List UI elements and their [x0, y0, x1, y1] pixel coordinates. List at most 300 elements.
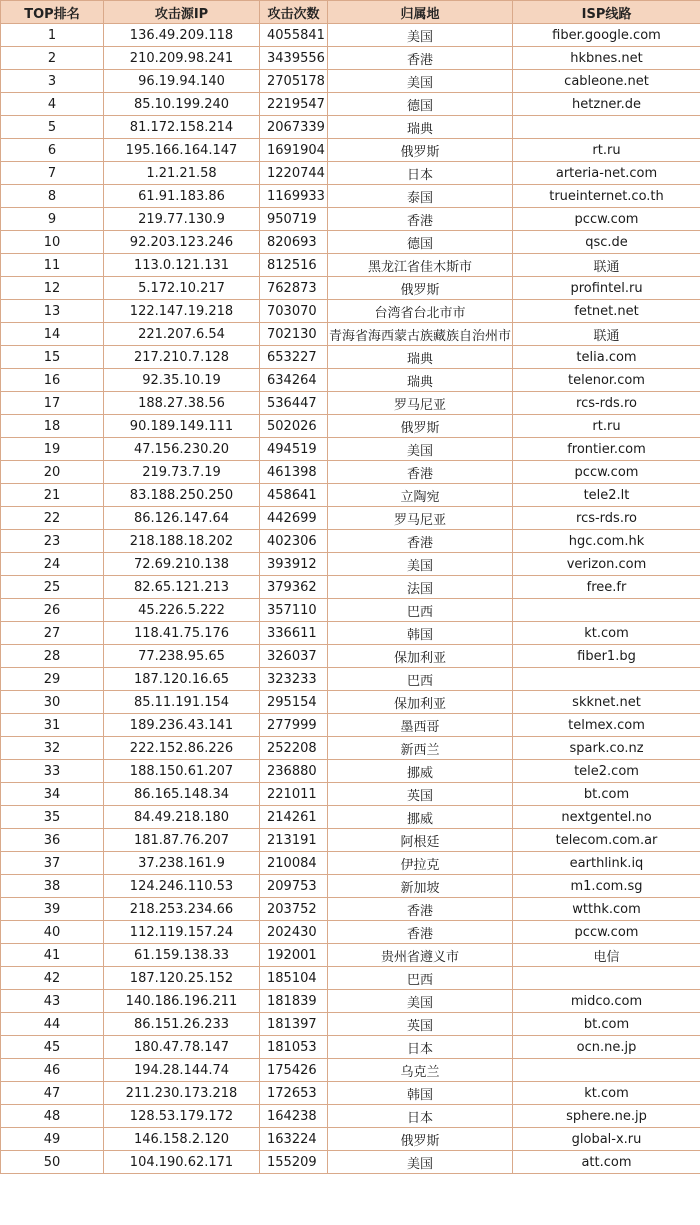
location-cell: 贵州省遵义市	[328, 944, 513, 967]
table-body	[1, 24, 700, 1174]
location-cell: 德国	[328, 93, 513, 116]
location-cell: 伊拉克	[328, 852, 513, 875]
isp-cell: hgc.com.hk	[513, 530, 700, 553]
isp-cell: bt.com	[513, 783, 700, 806]
rank-cell: 20	[1, 461, 104, 484]
rank-cell: 39	[1, 898, 104, 921]
rank-cell: 9	[1, 208, 104, 231]
table-row	[1, 415, 700, 438]
isp-cell	[513, 1059, 700, 1082]
table-row	[1, 668, 700, 691]
rank-cell: 12	[1, 277, 104, 300]
rank-cell: 11	[1, 254, 104, 277]
source-ip-cell: 72.69.210.138	[104, 553, 260, 576]
table-row	[1, 967, 700, 990]
isp-cell: global-x.ru	[513, 1128, 700, 1151]
source-ip-cell: 217.210.7.128	[104, 346, 260, 369]
rank-cell: 49	[1, 1128, 104, 1151]
attack-count-cell: 181397	[260, 1013, 328, 1036]
isp-cell: fetnet.net	[513, 300, 700, 323]
table-row	[1, 898, 700, 921]
location-cell: 新西兰	[328, 737, 513, 760]
header-location: 归属地	[328, 1, 513, 24]
source-ip-cell: 82.65.121.213	[104, 576, 260, 599]
attack-count-cell: 379362	[260, 576, 328, 599]
table-row	[1, 93, 700, 116]
isp-cell: rt.ru	[513, 415, 700, 438]
location-cell: 德国	[328, 231, 513, 254]
header-row	[1, 1, 700, 24]
isp-cell: tele2.lt	[513, 484, 700, 507]
table-row	[1, 852, 700, 875]
location-cell: 日本	[328, 1105, 513, 1128]
rank-cell: 31	[1, 714, 104, 737]
isp-cell	[513, 967, 700, 990]
table-row	[1, 323, 700, 346]
location-cell: 美国	[328, 553, 513, 576]
attack-count-cell: 442699	[260, 507, 328, 530]
location-cell: 英国	[328, 783, 513, 806]
table-row	[1, 530, 700, 553]
source-ip-cell: 86.126.147.64	[104, 507, 260, 530]
isp-cell	[513, 116, 700, 139]
isp-cell: ocn.ne.jp	[513, 1036, 700, 1059]
isp-cell: 联通	[513, 254, 700, 277]
rank-cell: 24	[1, 553, 104, 576]
table-row	[1, 254, 700, 277]
attack-count-cell: 703070	[260, 300, 328, 323]
attack-count-cell: 295154	[260, 691, 328, 714]
rank-cell: 18	[1, 415, 104, 438]
table-row	[1, 760, 700, 783]
rank-cell: 37	[1, 852, 104, 875]
isp-cell: earthlink.iq	[513, 852, 700, 875]
isp-cell: 联通	[513, 323, 700, 346]
attack-count-cell: 950719	[260, 208, 328, 231]
table-row	[1, 921, 700, 944]
source-ip-cell: 92.35.10.19	[104, 369, 260, 392]
attack-count-cell: 4055841	[260, 24, 328, 47]
location-cell: 瑞典	[328, 346, 513, 369]
location-cell: 俄罗斯	[328, 415, 513, 438]
source-ip-cell: 187.120.16.65	[104, 668, 260, 691]
table-row	[1, 1036, 700, 1059]
rank-cell: 43	[1, 990, 104, 1013]
source-ip-cell: 86.151.26.233	[104, 1013, 260, 1036]
isp-cell: wtthk.com	[513, 898, 700, 921]
location-cell: 美国	[328, 24, 513, 47]
table-row	[1, 162, 700, 185]
attack-count-cell: 155209	[260, 1151, 328, 1174]
isp-cell: m1.com.sg	[513, 875, 700, 898]
location-cell: 黑龙江省佳木斯市	[328, 254, 513, 277]
source-ip-cell: 180.47.78.147	[104, 1036, 260, 1059]
table-row	[1, 300, 700, 323]
source-ip-cell: 211.230.173.218	[104, 1082, 260, 1105]
table-row	[1, 139, 700, 162]
isp-cell: hetzner.de	[513, 93, 700, 116]
attack-count-cell: 202430	[260, 921, 328, 944]
table-row	[1, 277, 700, 300]
table-row	[1, 783, 700, 806]
location-cell: 巴西	[328, 668, 513, 691]
rank-cell: 19	[1, 438, 104, 461]
table-row	[1, 208, 700, 231]
isp-cell: pccw.com	[513, 461, 700, 484]
isp-cell: midco.com	[513, 990, 700, 1013]
location-cell: 墨西哥	[328, 714, 513, 737]
source-ip-cell: 96.19.94.140	[104, 70, 260, 93]
attack-count-cell: 164238	[260, 1105, 328, 1128]
location-cell: 乌克兰	[328, 1059, 513, 1082]
source-ip-cell: 85.10.199.240	[104, 93, 260, 116]
table-row	[1, 1105, 700, 1128]
source-ip-cell: 140.186.196.211	[104, 990, 260, 1013]
rank-cell: 34	[1, 783, 104, 806]
table-row	[1, 990, 700, 1013]
source-ip-cell: 222.152.86.226	[104, 737, 260, 760]
source-ip-cell: 112.119.157.24	[104, 921, 260, 944]
table-row	[1, 599, 700, 622]
location-cell: 法国	[328, 576, 513, 599]
table-row	[1, 622, 700, 645]
attack-count-cell: 3439556	[260, 47, 328, 70]
source-ip-cell: 118.41.75.176	[104, 622, 260, 645]
location-cell: 巴西	[328, 967, 513, 990]
isp-cell: frontier.com	[513, 438, 700, 461]
rank-cell: 30	[1, 691, 104, 714]
attack-count-cell: 221011	[260, 783, 328, 806]
source-ip-cell: 221.207.6.54	[104, 323, 260, 346]
location-cell: 美国	[328, 1151, 513, 1174]
source-ip-cell: 218.188.18.202	[104, 530, 260, 553]
location-cell: 保加利亚	[328, 645, 513, 668]
rank-cell: 32	[1, 737, 104, 760]
table-row	[1, 714, 700, 737]
isp-cell: 电信	[513, 944, 700, 967]
rank-cell: 2	[1, 47, 104, 70]
location-cell: 瑞典	[328, 369, 513, 392]
table-row	[1, 806, 700, 829]
table-row	[1, 875, 700, 898]
location-cell: 青海省海西蒙古族藏族自治州市	[328, 323, 513, 346]
table-row	[1, 484, 700, 507]
attack-count-cell: 1691904	[260, 139, 328, 162]
source-ip-cell: 92.203.123.246	[104, 231, 260, 254]
table-row	[1, 691, 700, 714]
rank-cell: 25	[1, 576, 104, 599]
attack-count-cell: 458641	[260, 484, 328, 507]
isp-cell: trueinternet.co.th	[513, 185, 700, 208]
source-ip-cell: 187.120.25.152	[104, 967, 260, 990]
table-row	[1, 24, 700, 47]
rank-cell: 35	[1, 806, 104, 829]
isp-cell: pccw.com	[513, 208, 700, 231]
table-row	[1, 116, 700, 139]
attack-count-cell: 210084	[260, 852, 328, 875]
rank-cell: 15	[1, 346, 104, 369]
isp-cell	[513, 668, 700, 691]
source-ip-cell: 124.246.110.53	[104, 875, 260, 898]
attack-count-cell: 762873	[260, 277, 328, 300]
source-ip-cell: 122.147.19.218	[104, 300, 260, 323]
attack-count-cell: 175426	[260, 1059, 328, 1082]
source-ip-cell: 61.91.183.86	[104, 185, 260, 208]
isp-cell: nextgentel.no	[513, 806, 700, 829]
table-row	[1, 944, 700, 967]
attack-count-cell: 2219547	[260, 93, 328, 116]
attack-count-cell: 393912	[260, 553, 328, 576]
source-ip-cell: 1.21.21.58	[104, 162, 260, 185]
rank-cell: 44	[1, 1013, 104, 1036]
source-ip-cell: 83.188.250.250	[104, 484, 260, 507]
isp-cell: telia.com	[513, 346, 700, 369]
rank-cell: 8	[1, 185, 104, 208]
location-cell: 香港	[328, 47, 513, 70]
isp-cell: sphere.ne.jp	[513, 1105, 700, 1128]
location-cell: 阿根廷	[328, 829, 513, 852]
table-row	[1, 507, 700, 530]
attack-count-cell: 536447	[260, 392, 328, 415]
header-source-ip: 攻击源IP	[104, 1, 260, 24]
location-cell: 罗马尼亚	[328, 507, 513, 530]
location-cell: 韩国	[328, 1082, 513, 1105]
location-cell: 挪威	[328, 806, 513, 829]
table-row	[1, 829, 700, 852]
rank-cell: 1	[1, 24, 104, 47]
rank-cell: 36	[1, 829, 104, 852]
attack-count-cell: 252208	[260, 737, 328, 760]
rank-cell: 50	[1, 1151, 104, 1174]
attack-count-cell: 277999	[260, 714, 328, 737]
source-ip-cell: 81.172.158.214	[104, 116, 260, 139]
rank-cell: 10	[1, 231, 104, 254]
location-cell: 日本	[328, 1036, 513, 1059]
rank-cell: 16	[1, 369, 104, 392]
rank-cell: 45	[1, 1036, 104, 1059]
source-ip-cell: 90.189.149.111	[104, 415, 260, 438]
rank-cell: 29	[1, 668, 104, 691]
source-ip-cell: 219.73.7.19	[104, 461, 260, 484]
source-ip-cell: 136.49.209.118	[104, 24, 260, 47]
location-cell: 俄罗斯	[328, 277, 513, 300]
rank-cell: 14	[1, 323, 104, 346]
source-ip-cell: 181.87.76.207	[104, 829, 260, 852]
attack-count-cell: 461398	[260, 461, 328, 484]
rank-cell: 21	[1, 484, 104, 507]
source-ip-cell: 5.172.10.217	[104, 277, 260, 300]
attack-count-cell: 323233	[260, 668, 328, 691]
table-row	[1, 645, 700, 668]
location-cell: 俄罗斯	[328, 139, 513, 162]
source-ip-cell: 77.238.95.65	[104, 645, 260, 668]
isp-cell: skknet.net	[513, 691, 700, 714]
table-row	[1, 553, 700, 576]
table-row	[1, 369, 700, 392]
rank-cell: 41	[1, 944, 104, 967]
attack-count-cell: 357110	[260, 599, 328, 622]
location-cell: 美国	[328, 438, 513, 461]
isp-cell: arteria-net.com	[513, 162, 700, 185]
source-ip-cell: 85.11.191.154	[104, 691, 260, 714]
attack-count-cell: 653227	[260, 346, 328, 369]
source-ip-cell: 188.150.61.207	[104, 760, 260, 783]
isp-cell: fiber1.bg	[513, 645, 700, 668]
isp-cell: qsc.de	[513, 231, 700, 254]
rank-cell: 23	[1, 530, 104, 553]
location-cell: 泰国	[328, 185, 513, 208]
isp-cell: rcs-rds.ro	[513, 392, 700, 415]
location-cell: 俄罗斯	[328, 1128, 513, 1151]
source-ip-cell: 37.238.161.9	[104, 852, 260, 875]
isp-cell: telmex.com	[513, 714, 700, 737]
rank-cell: 40	[1, 921, 104, 944]
location-cell: 香港	[328, 461, 513, 484]
isp-cell: profintel.ru	[513, 277, 700, 300]
table-row	[1, 737, 700, 760]
isp-cell: fiber.google.com	[513, 24, 700, 47]
location-cell: 美国	[328, 990, 513, 1013]
table-row	[1, 1082, 700, 1105]
isp-cell: tele2.com	[513, 760, 700, 783]
isp-cell: cableone.net	[513, 70, 700, 93]
location-cell: 香港	[328, 530, 513, 553]
attack-count-cell: 494519	[260, 438, 328, 461]
isp-cell: telecom.com.ar	[513, 829, 700, 852]
location-cell: 新加坡	[328, 875, 513, 898]
location-cell: 罗马尼亚	[328, 392, 513, 415]
attack-count-cell: 181053	[260, 1036, 328, 1059]
isp-cell: verizon.com	[513, 553, 700, 576]
source-ip-cell: 61.159.138.33	[104, 944, 260, 967]
table-row	[1, 392, 700, 415]
location-cell: 美国	[328, 70, 513, 93]
attack-count-cell: 402306	[260, 530, 328, 553]
location-cell: 台湾省台北市市	[328, 300, 513, 323]
rank-cell: 7	[1, 162, 104, 185]
source-ip-cell: 195.166.164.147	[104, 139, 260, 162]
source-ip-cell: 47.156.230.20	[104, 438, 260, 461]
attack-count-cell: 820693	[260, 231, 328, 254]
header-isp: ISP线路	[513, 1, 700, 24]
isp-cell: rcs-rds.ro	[513, 507, 700, 530]
source-ip-cell: 219.77.130.9	[104, 208, 260, 231]
location-cell: 英国	[328, 1013, 513, 1036]
table-row	[1, 461, 700, 484]
rank-cell: 42	[1, 967, 104, 990]
attack-count-cell: 2705178	[260, 70, 328, 93]
table-row	[1, 70, 700, 93]
rank-cell: 3	[1, 70, 104, 93]
attack-count-cell: 812516	[260, 254, 328, 277]
attack-count-cell: 185104	[260, 967, 328, 990]
source-ip-cell: 188.27.38.56	[104, 392, 260, 415]
source-ip-cell: 128.53.179.172	[104, 1105, 260, 1128]
table-row	[1, 1128, 700, 1151]
attack-count-cell: 634264	[260, 369, 328, 392]
header-rank: TOP排名	[1, 1, 104, 24]
location-cell: 瑞典	[328, 116, 513, 139]
location-cell: 巴西	[328, 599, 513, 622]
rank-cell: 5	[1, 116, 104, 139]
attack-count-cell: 236880	[260, 760, 328, 783]
table-row	[1, 185, 700, 208]
location-cell: 日本	[328, 162, 513, 185]
location-cell: 香港	[328, 921, 513, 944]
rank-cell: 27	[1, 622, 104, 645]
table-row	[1, 231, 700, 254]
isp-cell: free.fr	[513, 576, 700, 599]
location-cell: 香港	[328, 208, 513, 231]
source-ip-cell: 218.253.234.66	[104, 898, 260, 921]
table-row	[1, 1013, 700, 1036]
rank-cell: 46	[1, 1059, 104, 1082]
isp-cell: spark.co.nz	[513, 737, 700, 760]
attack-count-cell: 214261	[260, 806, 328, 829]
rank-cell: 38	[1, 875, 104, 898]
rank-cell: 17	[1, 392, 104, 415]
rank-cell: 6	[1, 139, 104, 162]
isp-cell: pccw.com	[513, 921, 700, 944]
source-ip-cell: 104.190.62.171	[104, 1151, 260, 1174]
source-ip-cell: 45.226.5.222	[104, 599, 260, 622]
table-row	[1, 346, 700, 369]
attack-count-cell: 203752	[260, 898, 328, 921]
attack-count-cell: 702130	[260, 323, 328, 346]
isp-cell: hkbnes.net	[513, 47, 700, 70]
rank-cell: 13	[1, 300, 104, 323]
attack-count-cell: 172653	[260, 1082, 328, 1105]
table-row	[1, 576, 700, 599]
rank-cell: 33	[1, 760, 104, 783]
table-row	[1, 438, 700, 461]
rank-cell: 48	[1, 1105, 104, 1128]
attack-count-cell: 502026	[260, 415, 328, 438]
attack-count-cell: 181839	[260, 990, 328, 1013]
source-ip-cell: 194.28.144.74	[104, 1059, 260, 1082]
table-row	[1, 47, 700, 70]
isp-cell: bt.com	[513, 1013, 700, 1036]
location-cell: 立陶宛	[328, 484, 513, 507]
attack-count-cell: 1169933	[260, 185, 328, 208]
rank-cell: 28	[1, 645, 104, 668]
attack-count-cell: 326037	[260, 645, 328, 668]
attack-count-cell: 192001	[260, 944, 328, 967]
isp-cell	[513, 599, 700, 622]
source-ip-cell: 113.0.121.131	[104, 254, 260, 277]
location-cell: 保加利亚	[328, 691, 513, 714]
source-ip-cell: 86.165.148.34	[104, 783, 260, 806]
source-ip-cell: 84.49.218.180	[104, 806, 260, 829]
source-ip-cell: 210.209.98.241	[104, 47, 260, 70]
rank-cell: 47	[1, 1082, 104, 1105]
isp-cell: kt.com	[513, 1082, 700, 1105]
rank-cell: 26	[1, 599, 104, 622]
attack-count-cell: 336611	[260, 622, 328, 645]
isp-cell: kt.com	[513, 622, 700, 645]
attack-count-cell: 209753	[260, 875, 328, 898]
rank-cell: 4	[1, 93, 104, 116]
attack-count-cell: 163224	[260, 1128, 328, 1151]
table-row	[1, 1059, 700, 1082]
rank-cell: 22	[1, 507, 104, 530]
location-cell: 香港	[328, 898, 513, 921]
attack-count-cell: 2067339	[260, 116, 328, 139]
isp-cell: rt.ru	[513, 139, 700, 162]
location-cell: 挪威	[328, 760, 513, 783]
location-cell: 韩国	[328, 622, 513, 645]
isp-cell: telenor.com	[513, 369, 700, 392]
